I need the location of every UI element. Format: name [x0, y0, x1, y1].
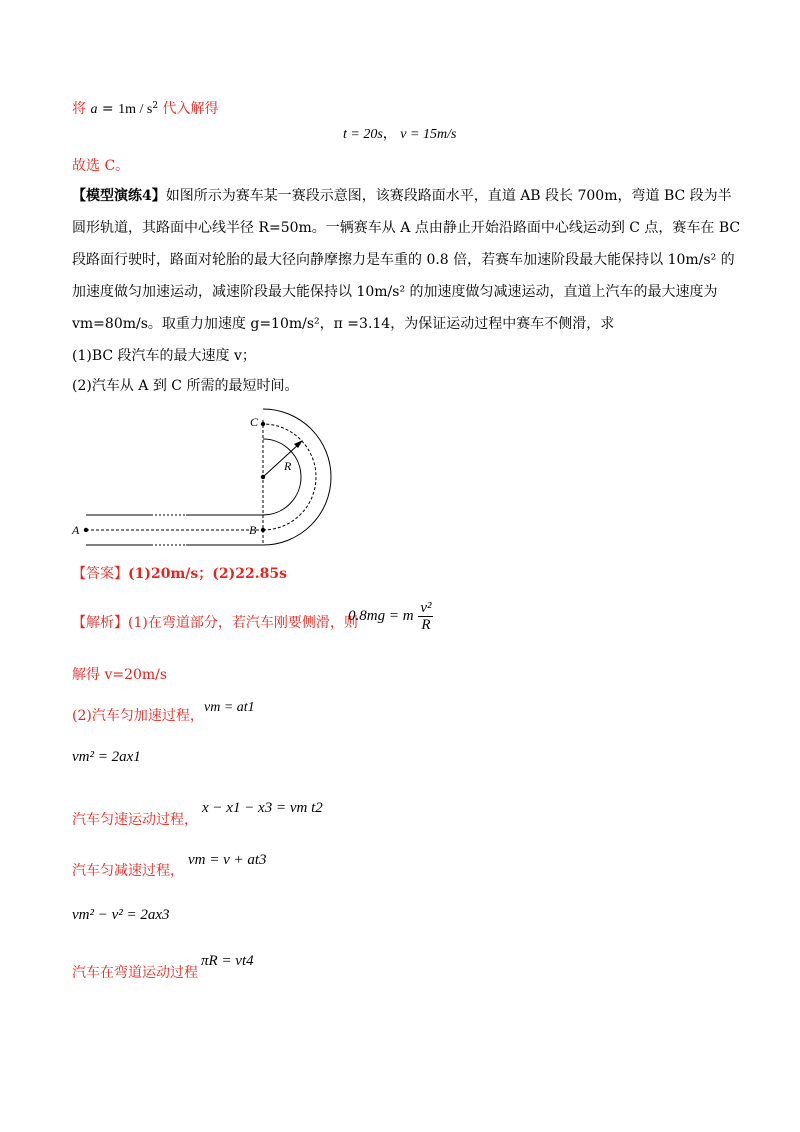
answer-tag: 【答案】 — [72, 566, 128, 582]
label-c: C — [250, 415, 259, 429]
sub-value: 1m / s — [118, 102, 153, 117]
problem-text-1: 如图所示为赛车某一赛段示意图，该赛段路面水平，直道 AB 段长 700m，弯道 BC 段为半 — [165, 188, 732, 204]
label-b: B — [249, 523, 257, 537]
eq1-numerator: v² — [420, 600, 432, 616]
solve-line: 解得 v=20m/s — [72, 667, 168, 683]
question-1: (1)BC 段汽车的最大速度 v； — [72, 348, 256, 364]
eq-decel: vm = v + at3 — [188, 852, 267, 868]
problem-line-4: 加速度做匀加速运动，减速阶段最大能保持以 10m/s² 的加速度做匀减速运动，直道上汽车的最大速度为 — [72, 284, 718, 300]
eq-curve: πR = vt4 — [201, 953, 254, 969]
result-t: t = 20s — [343, 127, 383, 142]
eq1-denominator: R — [421, 617, 431, 633]
point-a — [84, 528, 88, 532]
problem-line-1 — [72, 187, 732, 205]
answer-line — [72, 565, 287, 583]
sub-exponent: 2 — [152, 101, 159, 111]
problem-line-2: 圆形轨道，其路面中心线半径 R=50m。一辆赛车从 A 点由静止开始沿路面中心线运动到 C 点，赛车在 BC — [72, 220, 741, 236]
radius-arrow — [263, 444, 299, 477]
eq-decel2: vm² − v² = 2ax3 — [72, 907, 170, 923]
uniform-label: 汽车匀速运动过程， — [72, 812, 198, 828]
eq1-lhs: 0.8mg = m — [348, 608, 414, 624]
eq-vm2: vm² = 2ax1 — [72, 749, 141, 765]
track-diagram — [66, 400, 356, 560]
substitution-line: 将 $a = 1m / s^2$ 代入解得 — [72, 101, 219, 117]
point-b — [261, 528, 265, 532]
sub-suffix: 代入解得 — [162, 101, 219, 117]
eq-uniform: x − x1 − x3 = vm t2 — [202, 800, 323, 816]
eq1-fraction — [418, 600, 433, 633]
analysis-line — [72, 614, 358, 632]
decel-label: 汽车匀减速过程， — [72, 863, 184, 879]
sub-var-a: a — [90, 102, 98, 117]
label-r: R — [284, 459, 292, 473]
problem-line-5: vm=80m/s。取重力加速度 g=10m/s²，π =3.14，为保证运动过程中赛车不侧滑，求 — [72, 316, 615, 332]
analysis-text: (1)在弯道部分，若汽车刚要侧滑，则 — [128, 615, 358, 631]
point-center — [261, 475, 265, 479]
label-a: A — [72, 523, 80, 537]
problem-line-3: 段路面行驶时，路面对轮胎的最大径向静摩擦力是车重的 0.8 倍，若赛车加速阶段最大能保持以 10m/s² 的 — [72, 252, 735, 268]
result-equation — [343, 126, 456, 144]
answer-text: (1)20m/s；(2)22.85s — [128, 566, 287, 582]
question-2: (2)汽车从 A 到 C 所需的最短时间。 — [72, 378, 299, 394]
analysis-tag: 【解析】 — [72, 615, 128, 631]
step2-label: (2)汽车匀加速过程， — [72, 708, 204, 724]
curve-outer-edge — [263, 409, 331, 545]
choice-line: 故选 C。 — [72, 158, 130, 174]
point-c — [261, 422, 265, 426]
eq-vm-at1: vm = at1 — [204, 700, 255, 715]
sub-prefix: 将 — [72, 101, 86, 117]
result-separator: ， — [382, 127, 397, 142]
equation-friction — [348, 600, 433, 633]
curve-inner-edge — [263, 439, 301, 515]
result-v: v = 15m/s — [400, 127, 457, 142]
problem-tag: 【模型演练4】 — [72, 188, 166, 204]
curve-label: 汽车在弯道运动过程 — [72, 965, 198, 981]
